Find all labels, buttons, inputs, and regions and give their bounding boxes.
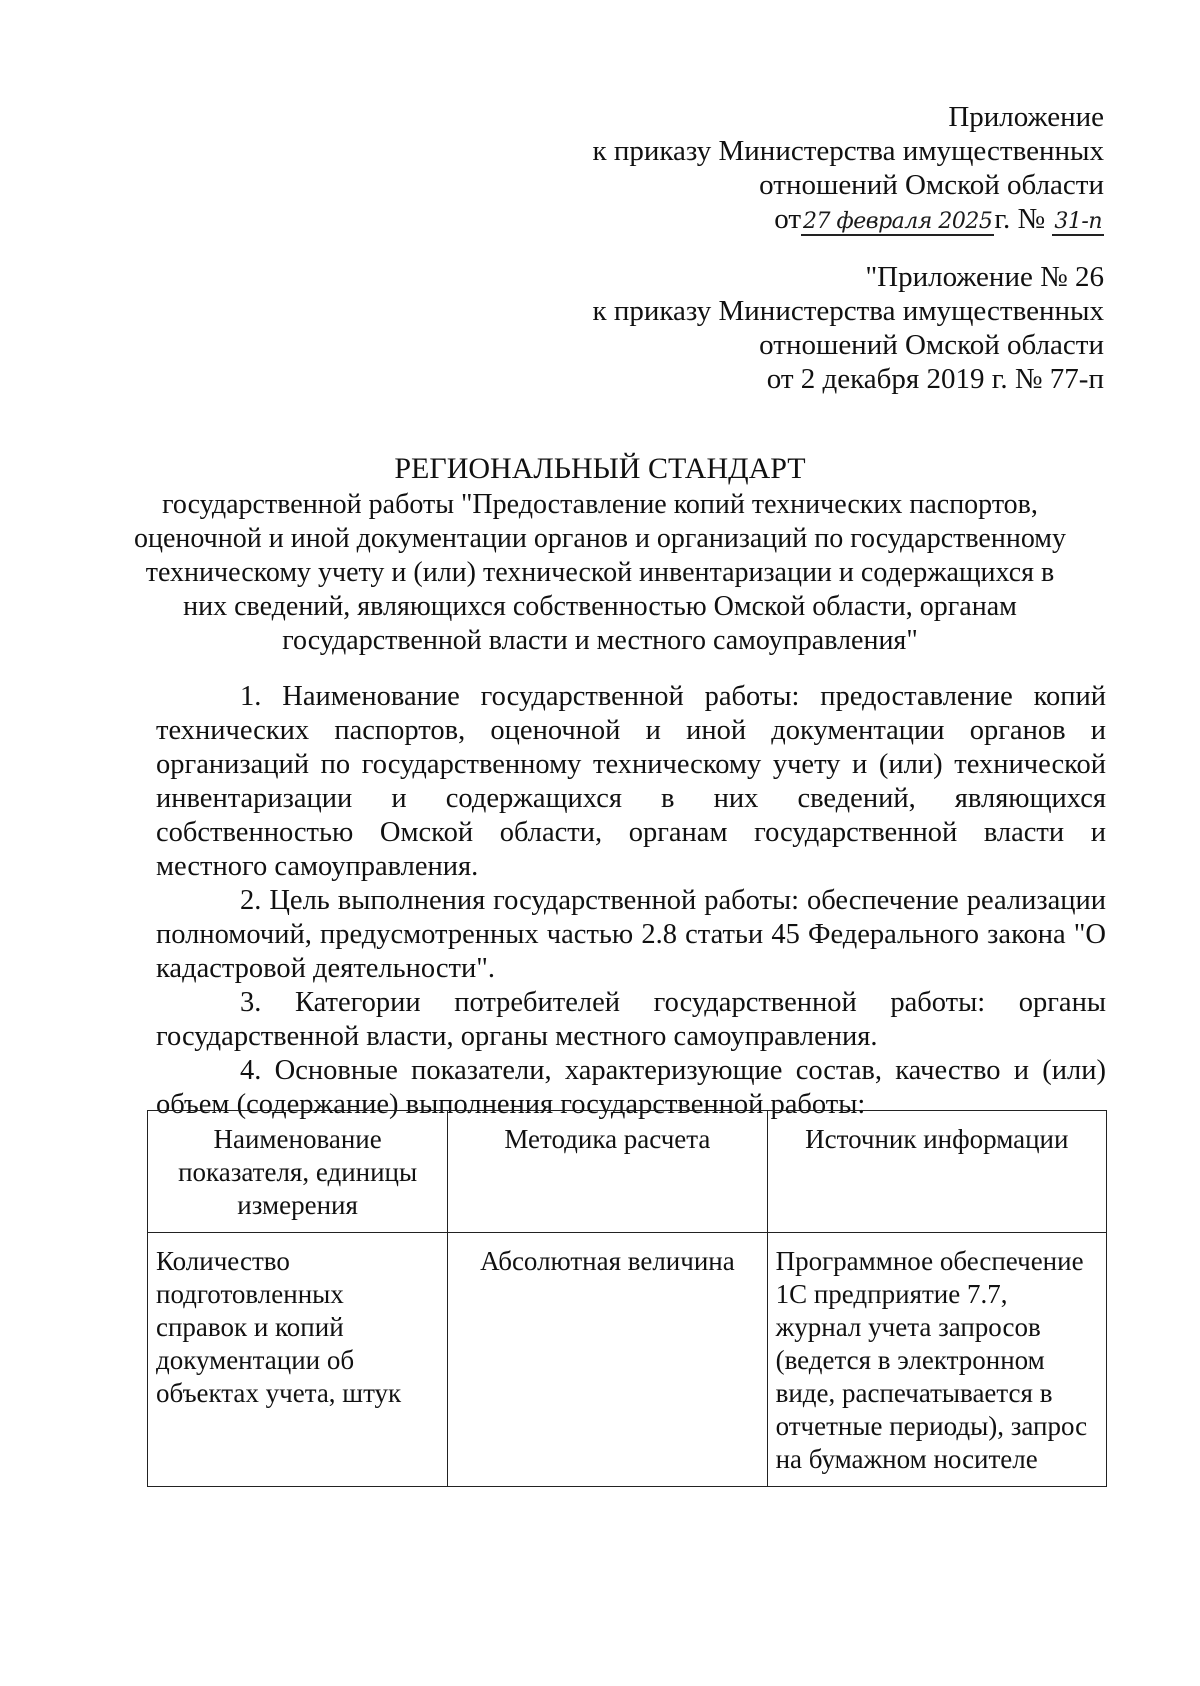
paragraph-3: 3. Категории потребителей государственной работы: органы государственной власти, органы местного самоуправления. (156, 987, 1106, 1052)
table-header-row (148, 1111, 1107, 1233)
paragraph-1: 1. Наименование государственной работы: предоставление копий технических паспортов, оценочной и иной документации органов и организаций по государственному техническому учету и (или) технической инвентаризации и содержащихся в них сведений, являющихся собственностью Омской области, органам государственной власти и местного самоуправления. (156, 681, 1106, 882)
table-row (148, 1233, 1107, 1487)
appendix-date-line (593, 202, 1105, 236)
cell-indicator-name: Количество подготовленных справок и копий документации об объектах учета, штук (148, 1233, 448, 1487)
handwritten-order-number: 31-п (1054, 209, 1102, 234)
cell-calculation-method: Абсолютная величина (448, 1233, 767, 1487)
previous-appendix-order-ref: к приказу Министерства имущественных (592, 295, 1104, 327)
indicators-table (147, 1110, 1107, 1487)
appendix-header (593, 100, 1105, 236)
header-indicator-name: Наименование показателя, единицы измерения (148, 1111, 448, 1233)
previous-appendix-region: отношений Омской области (759, 329, 1104, 361)
header-information-source: Источник информации (767, 1111, 1106, 1233)
handwritten-date: 27 февраля 2025 (803, 209, 993, 234)
date-prefix: от (774, 203, 802, 235)
previous-appendix-title: "Приложение № 26 (865, 261, 1104, 293)
date-year-suffix: г. № (994, 203, 1046, 235)
appendix-order-ref: к приказу Министерства имущественных (592, 135, 1104, 167)
header-calculation-method: Методика расчета (448, 1111, 767, 1233)
paragraph-2: 2. Цель выполнения государственной работы: обеспечение реализации полномочий, предусмотренных частью 2.8 статьи 45 Федерального закона "О кадастровой деятельности". (156, 885, 1106, 984)
document-subtitle-line: государственной власти и местного самоуправления" (282, 625, 918, 656)
appendix-title: Приложение (948, 101, 1104, 133)
document-title-block (120, 450, 1080, 658)
previous-appendix-date: от 2 декабря 2019 г. № 77-п (766, 363, 1104, 395)
document-subtitle-line: государственной работы "Предоставление копий технических паспортов, (162, 489, 1038, 520)
document-subtitle-line: техническому учету и (или) технической инвентаризации и содержащихся в (145, 557, 1055, 588)
previous-appendix-header (593, 260, 1105, 396)
paragraph-4: 4. Основные показатели, характеризующие состав, качество и (или) объем (содержание) выполнения государственной работы: (156, 1055, 1106, 1120)
document-subtitle-line: них сведений, являющихся собственностью Омской области, органам (183, 591, 1017, 622)
document-heading: РЕГИОНАЛЬНЫЙ СТАНДАРТ (394, 452, 806, 485)
document-body (156, 680, 1106, 1122)
cell-information-source: Программное обеспечение 1С предприятие 7.7, журнал учета запросов (ведется в электронном виде, распечатывается в отчетные периоды), запрос на бумажном носителе (767, 1233, 1106, 1487)
document-subtitle-line: оценочной и иной документации органов и организаций по государственному (134, 523, 1066, 554)
appendix-region: отношений Омской области (759, 169, 1104, 201)
